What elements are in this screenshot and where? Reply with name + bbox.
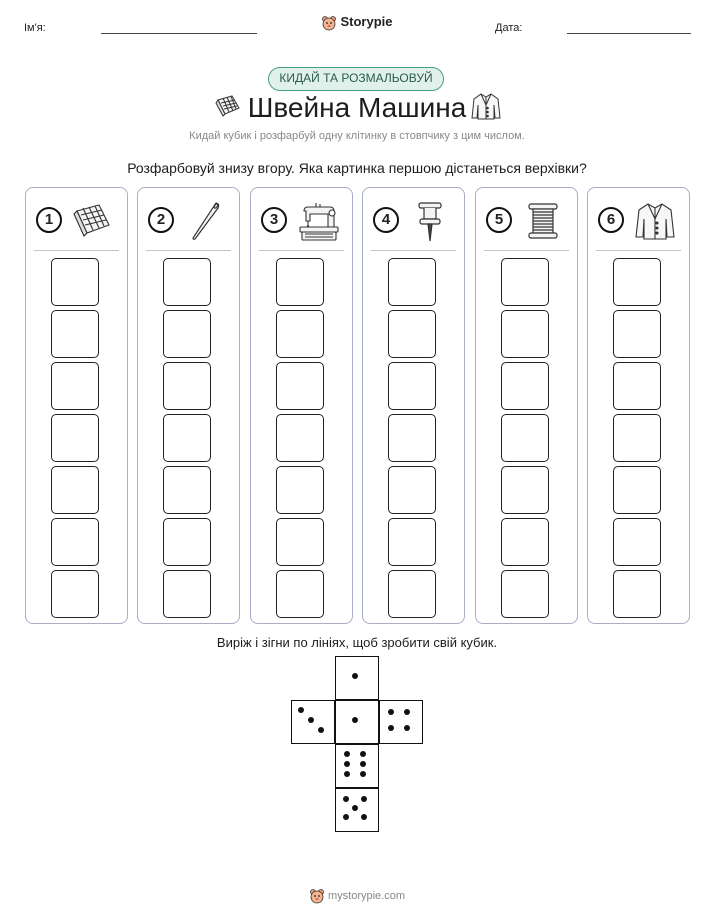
column-number: 3 — [261, 207, 287, 233]
die-face-4 — [379, 700, 423, 744]
pin-icon — [408, 199, 452, 243]
cut-instruction: Виріж і зігни по лініях, щоб зробити свій кубик. — [216, 635, 498, 650]
column-2 — [137, 187, 240, 624]
column-number: 6 — [598, 207, 624, 233]
column-divider — [34, 250, 119, 251]
die-face-1 — [335, 700, 379, 744]
color-cell[interactable] — [51, 310, 99, 358]
color-cell[interactable] — [163, 466, 211, 514]
color-cell[interactable] — [388, 258, 436, 306]
subtitle: Кидай кубик і розфарбуй одну клітинку в стовпчику з цим числом. — [189, 130, 525, 142]
color-cell[interactable] — [51, 518, 99, 566]
brand — [0, 14, 714, 31]
die-face-5 — [335, 788, 379, 832]
color-cell[interactable] — [276, 466, 324, 514]
column-divider — [146, 250, 231, 251]
color-cell[interactable] — [613, 570, 661, 618]
name-label: Ім'я: — [24, 22, 46, 34]
column-number: 2 — [148, 207, 174, 233]
name-line — [101, 33, 257, 34]
column-4 — [362, 187, 465, 624]
color-cell[interactable] — [388, 414, 436, 462]
footer-url[interactable]: mystorypie.com — [327, 889, 406, 902]
color-cell[interactable] — [163, 258, 211, 306]
column-divider — [484, 250, 569, 251]
color-cell[interactable] — [276, 570, 324, 618]
color-cell[interactable] — [613, 414, 661, 462]
footer — [0, 888, 714, 904]
color-cell[interactable] — [501, 518, 549, 566]
thread-spool-icon — [521, 199, 565, 243]
color-cell[interactable] — [276, 258, 324, 306]
fabric-icon — [71, 199, 115, 243]
color-cell[interactable] — [388, 466, 436, 514]
color-cell[interactable] — [163, 310, 211, 358]
die-face-3 — [291, 700, 335, 744]
date-label: Дата: — [495, 22, 523, 34]
color-cell[interactable] — [613, 258, 661, 306]
color-cell[interactable] — [163, 518, 211, 566]
column-number: 1 — [36, 207, 62, 233]
column-5 — [475, 187, 578, 624]
needle-icon — [183, 199, 227, 243]
jacket-icon — [633, 199, 677, 243]
instruction: Розфарбовуй знизу вгору. Яка картинка першою дістанеться верхівки? — [127, 160, 587, 176]
color-cell[interactable] — [163, 362, 211, 410]
color-cell[interactable] — [613, 518, 661, 566]
jacket-icon — [470, 91, 502, 121]
color-cell[interactable] — [51, 362, 99, 410]
column-divider — [596, 250, 681, 251]
sewing-machine-icon — [296, 199, 340, 243]
column-divider — [371, 250, 456, 251]
color-cell[interactable] — [501, 570, 549, 618]
color-cell[interactable] — [388, 310, 436, 358]
color-cell[interactable] — [276, 310, 324, 358]
color-cell[interactable] — [388, 570, 436, 618]
storypie-logo-icon — [309, 888, 325, 904]
color-cell[interactable] — [388, 518, 436, 566]
color-cell[interactable] — [613, 310, 661, 358]
color-cell[interactable] — [501, 466, 549, 514]
color-cell[interactable] — [276, 414, 324, 462]
activity-badge: КИДАЙ ТА РОЗМАЛЬОВУЙ — [268, 67, 444, 91]
color-cell[interactable] — [51, 466, 99, 514]
color-cell[interactable] — [613, 362, 661, 410]
column-divider — [259, 250, 344, 251]
color-cell[interactable] — [163, 414, 211, 462]
color-cell[interactable] — [276, 518, 324, 566]
brand-name: Storypie — [340, 14, 393, 29]
storypie-logo-icon — [321, 15, 337, 31]
color-cell[interactable] — [501, 414, 549, 462]
page-title: Швейна Машина — [247, 92, 467, 123]
color-cell[interactable] — [276, 362, 324, 410]
color-cell[interactable] — [51, 570, 99, 618]
column-1 — [25, 187, 128, 624]
color-cell[interactable] — [501, 310, 549, 358]
column-number: 5 — [486, 207, 512, 233]
date-line — [567, 33, 691, 34]
die-face-6 — [335, 744, 379, 788]
color-cell[interactable] — [501, 258, 549, 306]
color-cell[interactable] — [613, 466, 661, 514]
color-cell[interactable] — [163, 570, 211, 618]
color-cell[interactable] — [51, 258, 99, 306]
color-cell[interactable] — [388, 362, 436, 410]
column-6 — [587, 187, 690, 624]
die-face-1 — [335, 656, 379, 700]
color-cell[interactable] — [51, 414, 99, 462]
column-3 — [250, 187, 353, 624]
column-number: 4 — [373, 207, 399, 233]
color-cell[interactable] — [501, 362, 549, 410]
